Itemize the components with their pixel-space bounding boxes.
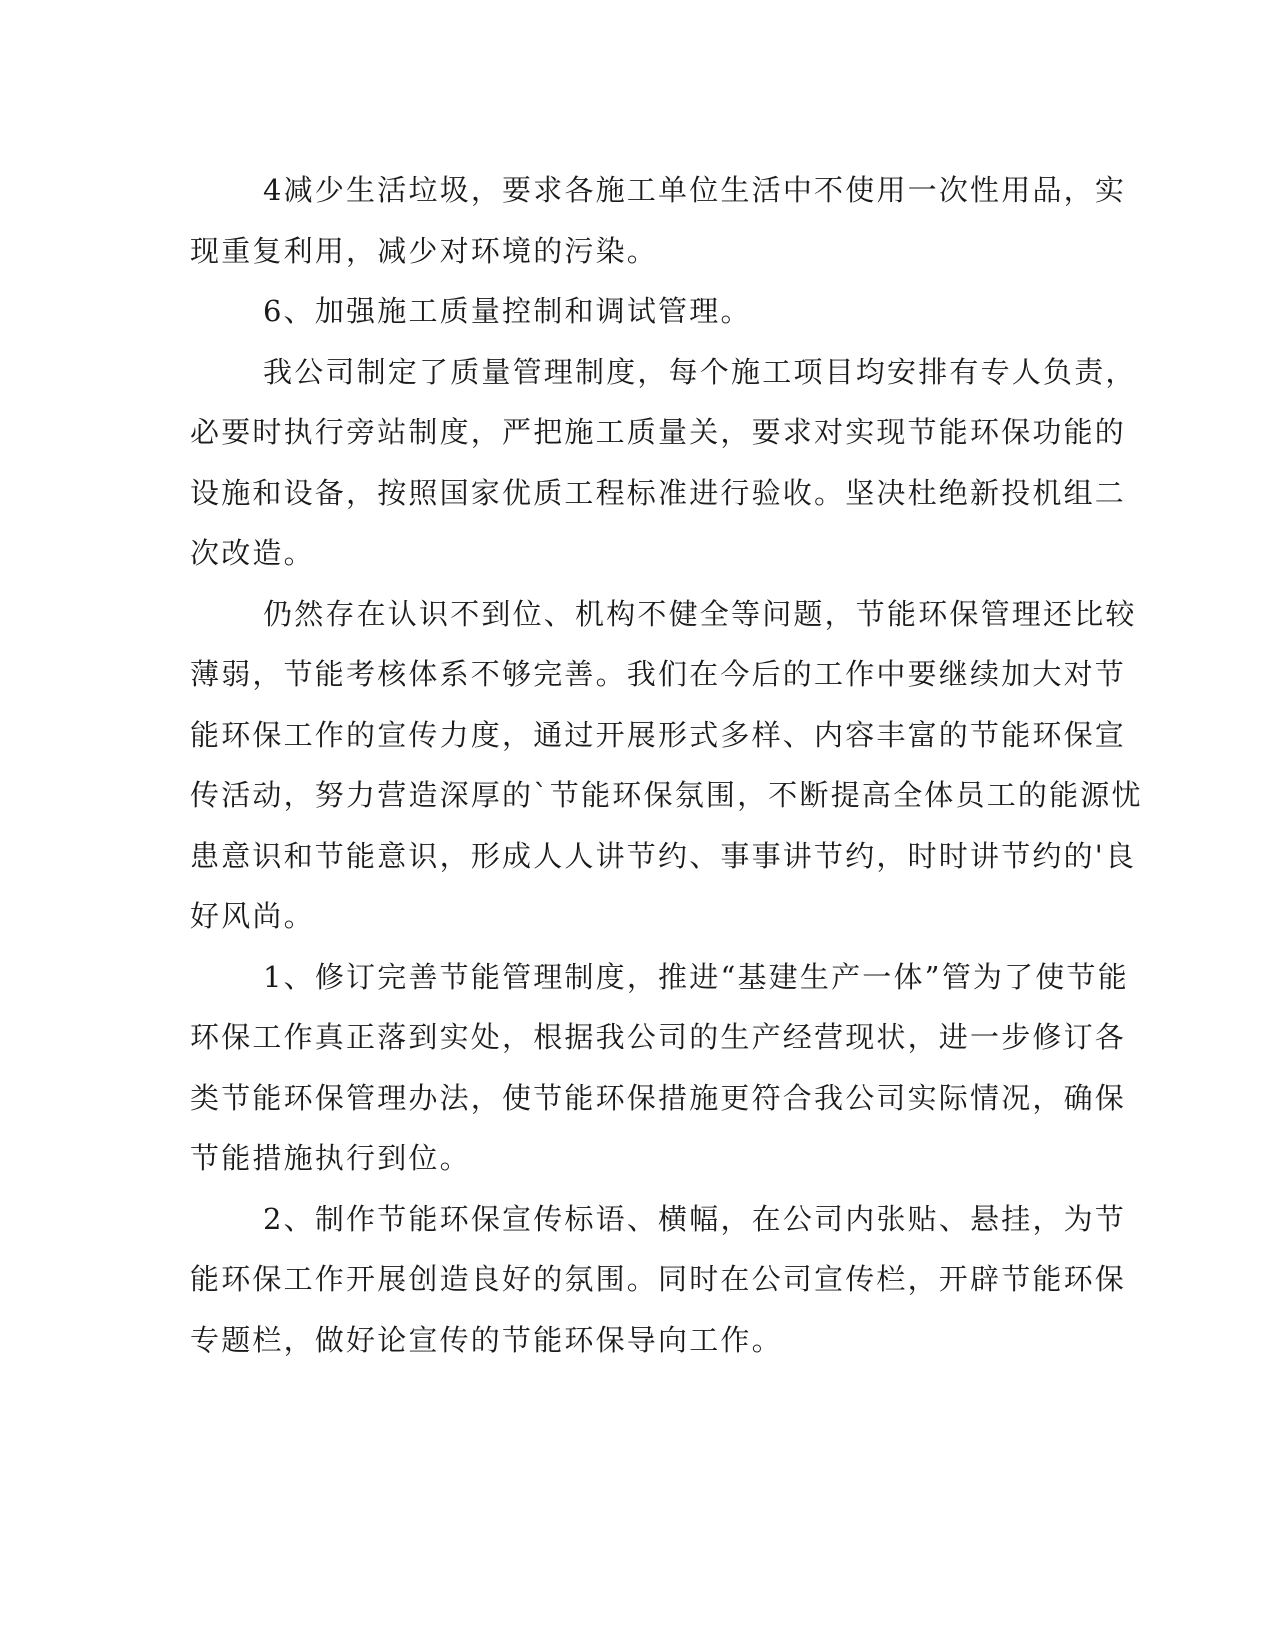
paragraph-revise-system (190, 947, 1129, 1189)
text-line: 6、加强施工质量控制和调试管理。 (263, 294, 752, 328)
text-line: 仍然存在认识不到位、机构不健全等问题，节能环保管理还比较 (263, 596, 1137, 631)
text-line: 专题栏，做好论宣传的节能环保导向工作。 (190, 1322, 783, 1357)
paragraph-reduce-waste (190, 160, 1127, 281)
text-line: 好风尚。 (190, 899, 315, 933)
text-line: 薄弱，节能考核体系不够完善。我们在今后的工作中要继续加大对节 (190, 657, 1127, 691)
paragraph-quality-system (190, 342, 1137, 584)
paragraph-quality-heading (190, 281, 1070, 342)
text-line: 节能措施执行到位。 (190, 1141, 471, 1175)
text-line: 患意识和节能意识，形成人人讲节约、事事讲节约，时时讲节约的'良 (190, 838, 1137, 873)
text-line: 必要时执行旁站制度，严把施工质量关，要求对实现节能环保功能的 (190, 415, 1127, 449)
text-line: 设施和设备，按照国家优质工程标准进行验收。坚决杜绝新投机组二 (190, 475, 1127, 510)
text-line: 我公司制定了质量管理制度，每个施工项目均安排有专人负责， (263, 354, 1137, 389)
text-line: 2、制作节能环保宣传标语、横幅，在公司内张贴、悬挂，为节 (263, 1201, 1127, 1236)
text-line: 1、修订完善节能管理制度，推进“基建生产一体”管为了使节能 (263, 959, 1129, 994)
text-line: 现重复利用，减少对环境的污染。 (190, 233, 659, 268)
text-line: 能环保工作开展创造良好的氛围。同时在公司宣传栏，开辟节能环保 (190, 1262, 1127, 1296)
text-line: 4减少生活垃圾，要求各施工单位生活中不使用一次性用品，实 (263, 173, 1127, 207)
text-line: 能环保工作的宣传力度，通过开展形式多样、内容丰富的节能环保宣 (190, 717, 1127, 752)
paragraph-existing-problems (190, 584, 1143, 947)
text-line: 次改造。 (190, 536, 315, 570)
text-line: 类节能环保管理办法，使节能环保措施更符合我公司实际情况，确保 (190, 1080, 1127, 1115)
text-line: 传活动，努力营造深厚的`节能环保氛围，不断提高全体员工的能源忧 (190, 778, 1143, 812)
paragraph-publicity (190, 1189, 1127, 1371)
document-body (190, 160, 1143, 1370)
text-line: 环保工作真正落到实处，根据我公司的生产经营现状，进一步修订各 (190, 1020, 1127, 1054)
